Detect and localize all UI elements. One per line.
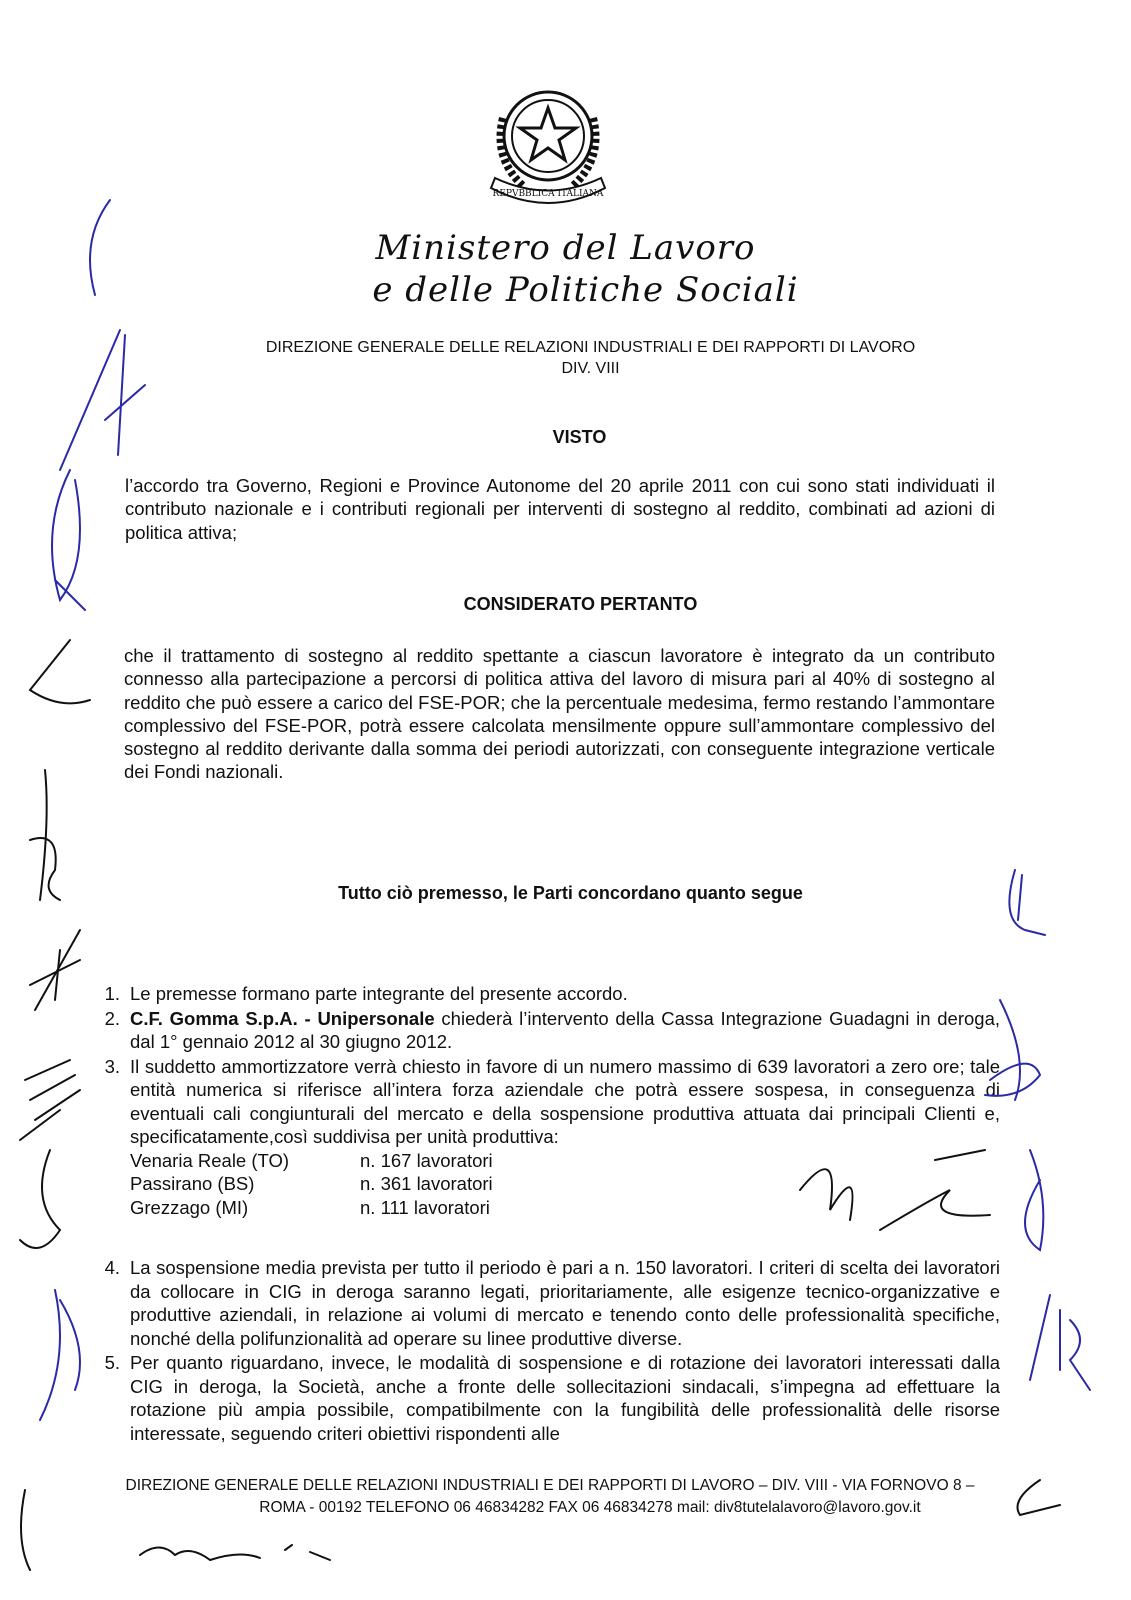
margin-signature bbox=[30, 770, 60, 900]
item-number: 2. bbox=[104, 1007, 120, 1029]
ministry-name-line1: Ministero del Lavoro bbox=[375, 228, 756, 268]
footer-line2: ROMA - 00192 TELEFONO 06 46834282 FAX 06 46834278 mail: div8tutelalavoro@lavoro.gov.it bbox=[259, 1499, 921, 1516]
directorate-header bbox=[0, 337, 1131, 379]
agreement-heading: Tutto ciò premesso, le Parti concordano quanto segue bbox=[338, 883, 803, 903]
list-item bbox=[92, 1256, 1000, 1350]
unit-count: n. 167 lavoratori bbox=[360, 1149, 493, 1171]
margin-signature bbox=[1025, 1150, 1043, 1250]
margin-signature bbox=[20, 1060, 80, 1140]
visto-paragraph: l’accordo tra Governo, Regioni e Province Autonome del 20 aprile 2011 con cui sono stati individuati il contributo nazionale e i contributi regionali per interventi di sostegno al reddito, combinati ad azioni di politica attiva; bbox=[125, 475, 995, 543]
unit-site: Passirano (BS) bbox=[130, 1173, 255, 1194]
item-number: 3. bbox=[104, 1055, 120, 1077]
item-text: chiederà l’intervento della Cassa Integrazione Guadagni in deroga, dal 1° gennaio 2012 al 30 giugno 2012. bbox=[130, 1007, 1001, 1052]
unit-count: n. 111 lavoratori bbox=[360, 1196, 490, 1218]
unit-site: Grezzago (MI) bbox=[130, 1196, 249, 1218]
unit-count: n. 361 lavoratori bbox=[360, 1173, 493, 1194]
italian-republic-emblem bbox=[483, 78, 613, 213]
item-text: La sospensione media prevista per tutto il periodo è pari a n. 150 lavoratori. I criteri di scelta dei lavoratori da collocare in CIG in deroga saranno legati, prioritariamente, alle esigenze tecnico-organizzative e produttive aziendali, in relazione ai volumi di mercato e tenendo conto delle professionalità specifiche, nonché della polifunzionalità ad operare su linee produttive diverse. bbox=[130, 1257, 1000, 1349]
margin-signature bbox=[21, 1490, 30, 1570]
item-number: 5. bbox=[104, 1352, 120, 1373]
company-name: C.F. Gomma S.p.A. - Unipersonale bbox=[130, 1007, 435, 1029]
list-item bbox=[92, 982, 1000, 1006]
unit-site: Venaria Reale (TO) bbox=[130, 1149, 290, 1171]
agreement-list bbox=[92, 982, 1000, 1446]
margin-signature bbox=[1018, 1480, 1061, 1515]
margin-signature bbox=[140, 1545, 330, 1560]
item-text: Il suddetto ammortizzatore verrà chiesto in favore di un numero massimo di 639 lavoratori a zero ore; tale entità numerica si riferisce all’intera forza aziendale che potrà essere sospesa, in conseguenza di eventuali cali congiunturali del mercato e della sospensione produttiva attuata dai principali Clienti e, specificatamente,così suddivisa per unità produttiva: bbox=[130, 1055, 1000, 1147]
footer-line1: DIREZIONE GENERALE DELLE RELAZIONI INDUSTRIALI E DEI RAPPORTI DI LAVORO – DIV. VIII - VIA FORNOVO 8 – bbox=[125, 1477, 975, 1494]
item-text: Le premesse formano parte integrante del presente accordo. bbox=[130, 983, 628, 1004]
item-text: Per quanto riguardano, invece, le modalità di sospensione e di rotazione dei lavoratori interessati dalla CIG in deroga, la Società, anche a fronte delle sollecitazioni sindacali, s’impegna ad effettuare la rotazione più ampia possibile, compatibilmente con la fungibilità delle professionalità delle risorse interessate, seguendo criteri obiettivi rispondenti alle bbox=[130, 1352, 1000, 1444]
ministry-name-line2: e delle Politiche Sociali bbox=[372, 270, 799, 310]
margin-signature bbox=[30, 930, 80, 1010]
margin-signature bbox=[40, 1290, 80, 1420]
margin-signature bbox=[20, 1150, 60, 1248]
visto-heading: VISTO bbox=[552, 427, 607, 447]
division-name: DIV. VIII bbox=[561, 360, 620, 377]
production-units-table bbox=[130, 1149, 1000, 1220]
margin-signature bbox=[1030, 1295, 1090, 1390]
list-item bbox=[92, 1351, 1000, 1445]
svg-text:REPVBBLICA ITALIANA: REPVBBLICA ITALIANA bbox=[492, 189, 604, 199]
directorate-name: DIREZIONE GENERALE DELLE RELAZIONI INDUSTRIALI E DEI RAPPORTI DI LAVORO bbox=[265, 339, 916, 356]
page-footer bbox=[100, 1475, 1000, 1519]
item-number: 1. bbox=[104, 983, 120, 1004]
list-item bbox=[92, 1055, 1000, 1256]
margin-signature bbox=[30, 640, 90, 703]
considerato-paragraph: che il trattamento di sostegno al reddito spettante a ciascun lavoratore è integrato da un contributo connesso alla partecipazione a percorsi di politica attiva del lavoro di misura pari al 40% di sostegno al reddito che può essere a carico del FSE-POR; che la percentuale medesima, fermo restando l’ammontare complessivo del FSE-POR, potrà essere calcolata mensilmente oppure sull’ammontare complessivo del sostegno al reddito derivante dalla somma dei periodi autorizzati, con conseguente integrazione verticale dei Fondi nazionali. bbox=[124, 645, 995, 783]
item-number: 4. bbox=[104, 1257, 120, 1278]
margin-signature bbox=[52, 470, 85, 610]
list-item bbox=[92, 1007, 1000, 1054]
considerato-heading: CONSIDERATO PERTANTO bbox=[463, 594, 698, 614]
